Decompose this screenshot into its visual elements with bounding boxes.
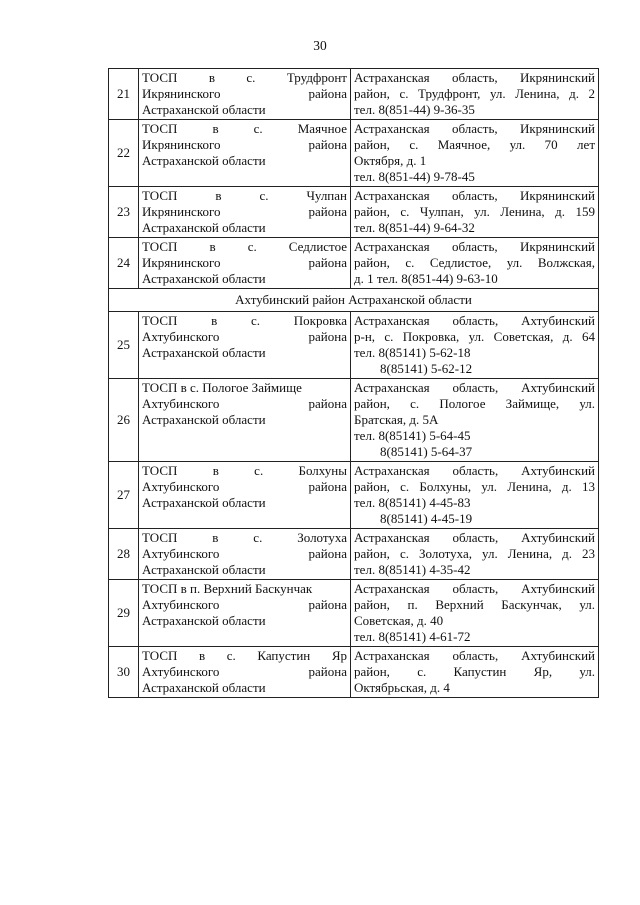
address-cell <box>351 529 599 580</box>
branch-name-line: Астраханской области <box>142 345 266 360</box>
address-cell <box>351 462 599 529</box>
branch-name-line: Астраханской области <box>142 153 266 168</box>
branch-name-line: Астраханской области <box>142 102 266 117</box>
address-line: Астраханская область, Икрянинский <box>354 188 595 203</box>
phone-line: тел. 8(851-44) 9-36-35 <box>354 102 475 117</box>
branch-name-line: Астраханской области <box>142 220 266 235</box>
branch-name-line: Астраханской области <box>142 495 266 510</box>
branch-name-cell <box>139 647 351 698</box>
address-line: Советская, д. 40 <box>354 613 444 628</box>
branch-name-line: ТОСП в с. Седлистое <box>142 239 347 254</box>
branch-name-line: ТОСП в с. Болхуны <box>142 463 347 478</box>
row-number: 26 <box>109 379 139 462</box>
phone-line: д. 1 тел. 8(851-44) 9-63-10 <box>354 271 498 286</box>
table-row <box>109 462 599 529</box>
branch-name-cell <box>139 120 351 187</box>
branch-name-cell <box>139 312 351 379</box>
address-line: район, п. Верхний Баскунчак, ул. <box>354 597 595 612</box>
phone-line: 8(85141) 5-62-12 <box>380 361 473 376</box>
branch-name-line: ТОСП в с. Чулпан <box>142 188 347 203</box>
address-cell <box>351 647 599 698</box>
address-line: район, с. Седлистое, ул. Волжская, <box>354 255 595 270</box>
branch-name-line: Астраханской области <box>142 613 266 628</box>
address-line: Октября, д. 1 <box>354 153 427 168</box>
branch-name-line: Ахтубинского района <box>142 479 347 494</box>
branch-name-line: ТОСП в п. Верхний Баскунчак <box>142 581 313 596</box>
table-row <box>109 69 599 120</box>
table-row <box>109 529 599 580</box>
address-cell <box>351 312 599 379</box>
section-row <box>109 289 599 312</box>
address-line: район, с. Маячное, ул. 70 лет <box>354 137 595 152</box>
row-number: 28 <box>109 529 139 580</box>
branch-name-line: ТОСП в с. Покровка <box>142 313 347 328</box>
address-cell <box>351 120 599 187</box>
branch-name-line: Ахтубинского района <box>142 597 347 612</box>
row-number: 24 <box>109 238 139 289</box>
table-row <box>109 312 599 379</box>
page-number: 30 <box>313 38 327 53</box>
section-header: Ахтубинский район Астраханской области <box>109 289 599 312</box>
branch-name-line: Астраханской области <box>142 412 266 427</box>
address-cell <box>351 238 599 289</box>
address-line: Астраханская область, Икрянинский <box>354 239 595 254</box>
branch-name-line: Ахтубинского района <box>142 546 347 561</box>
branches-table <box>108 68 599 698</box>
table-row <box>109 647 599 698</box>
address-line: Астраханская область, Икрянинский <box>354 121 595 136</box>
phone-line: тел. 8(851-44) 9-78-45 <box>354 169 475 184</box>
branch-name-line: Икрянинского района <box>142 86 347 101</box>
branch-name-cell <box>139 379 351 462</box>
address-cell <box>351 187 599 238</box>
branch-name-line: Астраханской области <box>142 271 266 286</box>
phone-line: тел. 8(85141) 5-64-45 <box>354 428 471 443</box>
address-line: Астраханская область, Ахтубинский <box>354 530 595 545</box>
row-number: 23 <box>109 187 139 238</box>
branch-name-cell <box>139 580 351 647</box>
row-number: 29 <box>109 580 139 647</box>
address-line: район, с. Трудфронт, ул. Ленина, д. 2 <box>354 86 595 101</box>
address-line: Астраханская область, Ахтубинский <box>354 581 595 596</box>
branch-name-line: Астраханской области <box>142 680 266 695</box>
branch-name-line: Икрянинского района <box>142 204 347 219</box>
branch-name-line: ТОСП в с. Пологое Займище <box>142 380 302 395</box>
branch-name-line: ТОСП в с. Золотуха <box>142 530 347 545</box>
address-line: район, с. Пологое Займище, ул. <box>354 396 595 411</box>
address-line: район, с. Золотуха, ул. Ленина, д. 23 <box>354 546 595 561</box>
address-line: район, с. Болхуны, ул. Ленина, д. 13 <box>354 479 595 494</box>
branch-name-line: ТОСП в с. Капустин Яр <box>142 648 347 663</box>
branch-name-cell <box>139 462 351 529</box>
address-cell <box>351 580 599 647</box>
phone-line: тел. 8(85141) 4-35-42 <box>354 562 471 577</box>
branch-name-line: Икрянинского района <box>142 137 347 152</box>
phone-line: тел. 8(851-44) 9-64-32 <box>354 220 475 235</box>
table-row <box>109 187 599 238</box>
table-row <box>109 120 599 187</box>
address-line: Астраханская область, Ахтубинский <box>354 463 595 478</box>
branch-name-cell <box>139 69 351 120</box>
branch-name-cell <box>139 529 351 580</box>
table-row <box>109 379 599 462</box>
row-number: 22 <box>109 120 139 187</box>
branch-name-line: Астраханской области <box>142 562 266 577</box>
address-line: Братская, д. 5А <box>354 412 439 427</box>
address-line: Астраханская область, Ахтубинский <box>354 648 595 663</box>
address-cell <box>351 69 599 120</box>
table-row <box>109 580 599 647</box>
branch-name-cell <box>139 238 351 289</box>
table-row <box>109 238 599 289</box>
branch-name-line: ТОСП в с. Трудфронт <box>142 70 347 85</box>
address-line: Октябрьская, д. 4 <box>354 680 450 695</box>
branch-name-line: Икрянинского района <box>142 255 347 270</box>
row-number: 21 <box>109 69 139 120</box>
branch-name-line: Ахтубинского района <box>142 396 347 411</box>
address-line: Астраханская область, Ахтубинский <box>354 313 595 328</box>
row-number: 30 <box>109 647 139 698</box>
row-number: 27 <box>109 462 139 529</box>
address-cell <box>351 379 599 462</box>
branch-name-cell <box>139 187 351 238</box>
branch-name-line: Ахтубинского района <box>142 664 347 679</box>
phone-line: тел. 8(85141) 4-45-83 <box>354 495 471 510</box>
phone-line: тел. 8(85141) 4-61-72 <box>354 629 471 644</box>
address-line: Астраханская область, Икрянинский <box>354 70 595 85</box>
phone-line: 8(85141) 4-45-19 <box>380 511 473 526</box>
phone-line: 8(85141) 5-64-37 <box>380 444 473 459</box>
row-number: 25 <box>109 312 139 379</box>
phone-line: тел. 8(85141) 5-62-18 <box>354 345 471 360</box>
branch-name-line: ТОСП в с. Маячное <box>142 121 347 136</box>
address-line: Астраханская область, Ахтубинский <box>354 380 595 395</box>
branch-name-line: Ахтубинского района <box>142 329 347 344</box>
address-line: район, с. Чулпан, ул. Ленина, д. 159 <box>354 204 595 219</box>
address-line: р-н, с. Покровка, ул. Советская, д. 64 <box>354 329 595 344</box>
address-line: район, с. Капустин Яр, ул. <box>354 664 595 679</box>
